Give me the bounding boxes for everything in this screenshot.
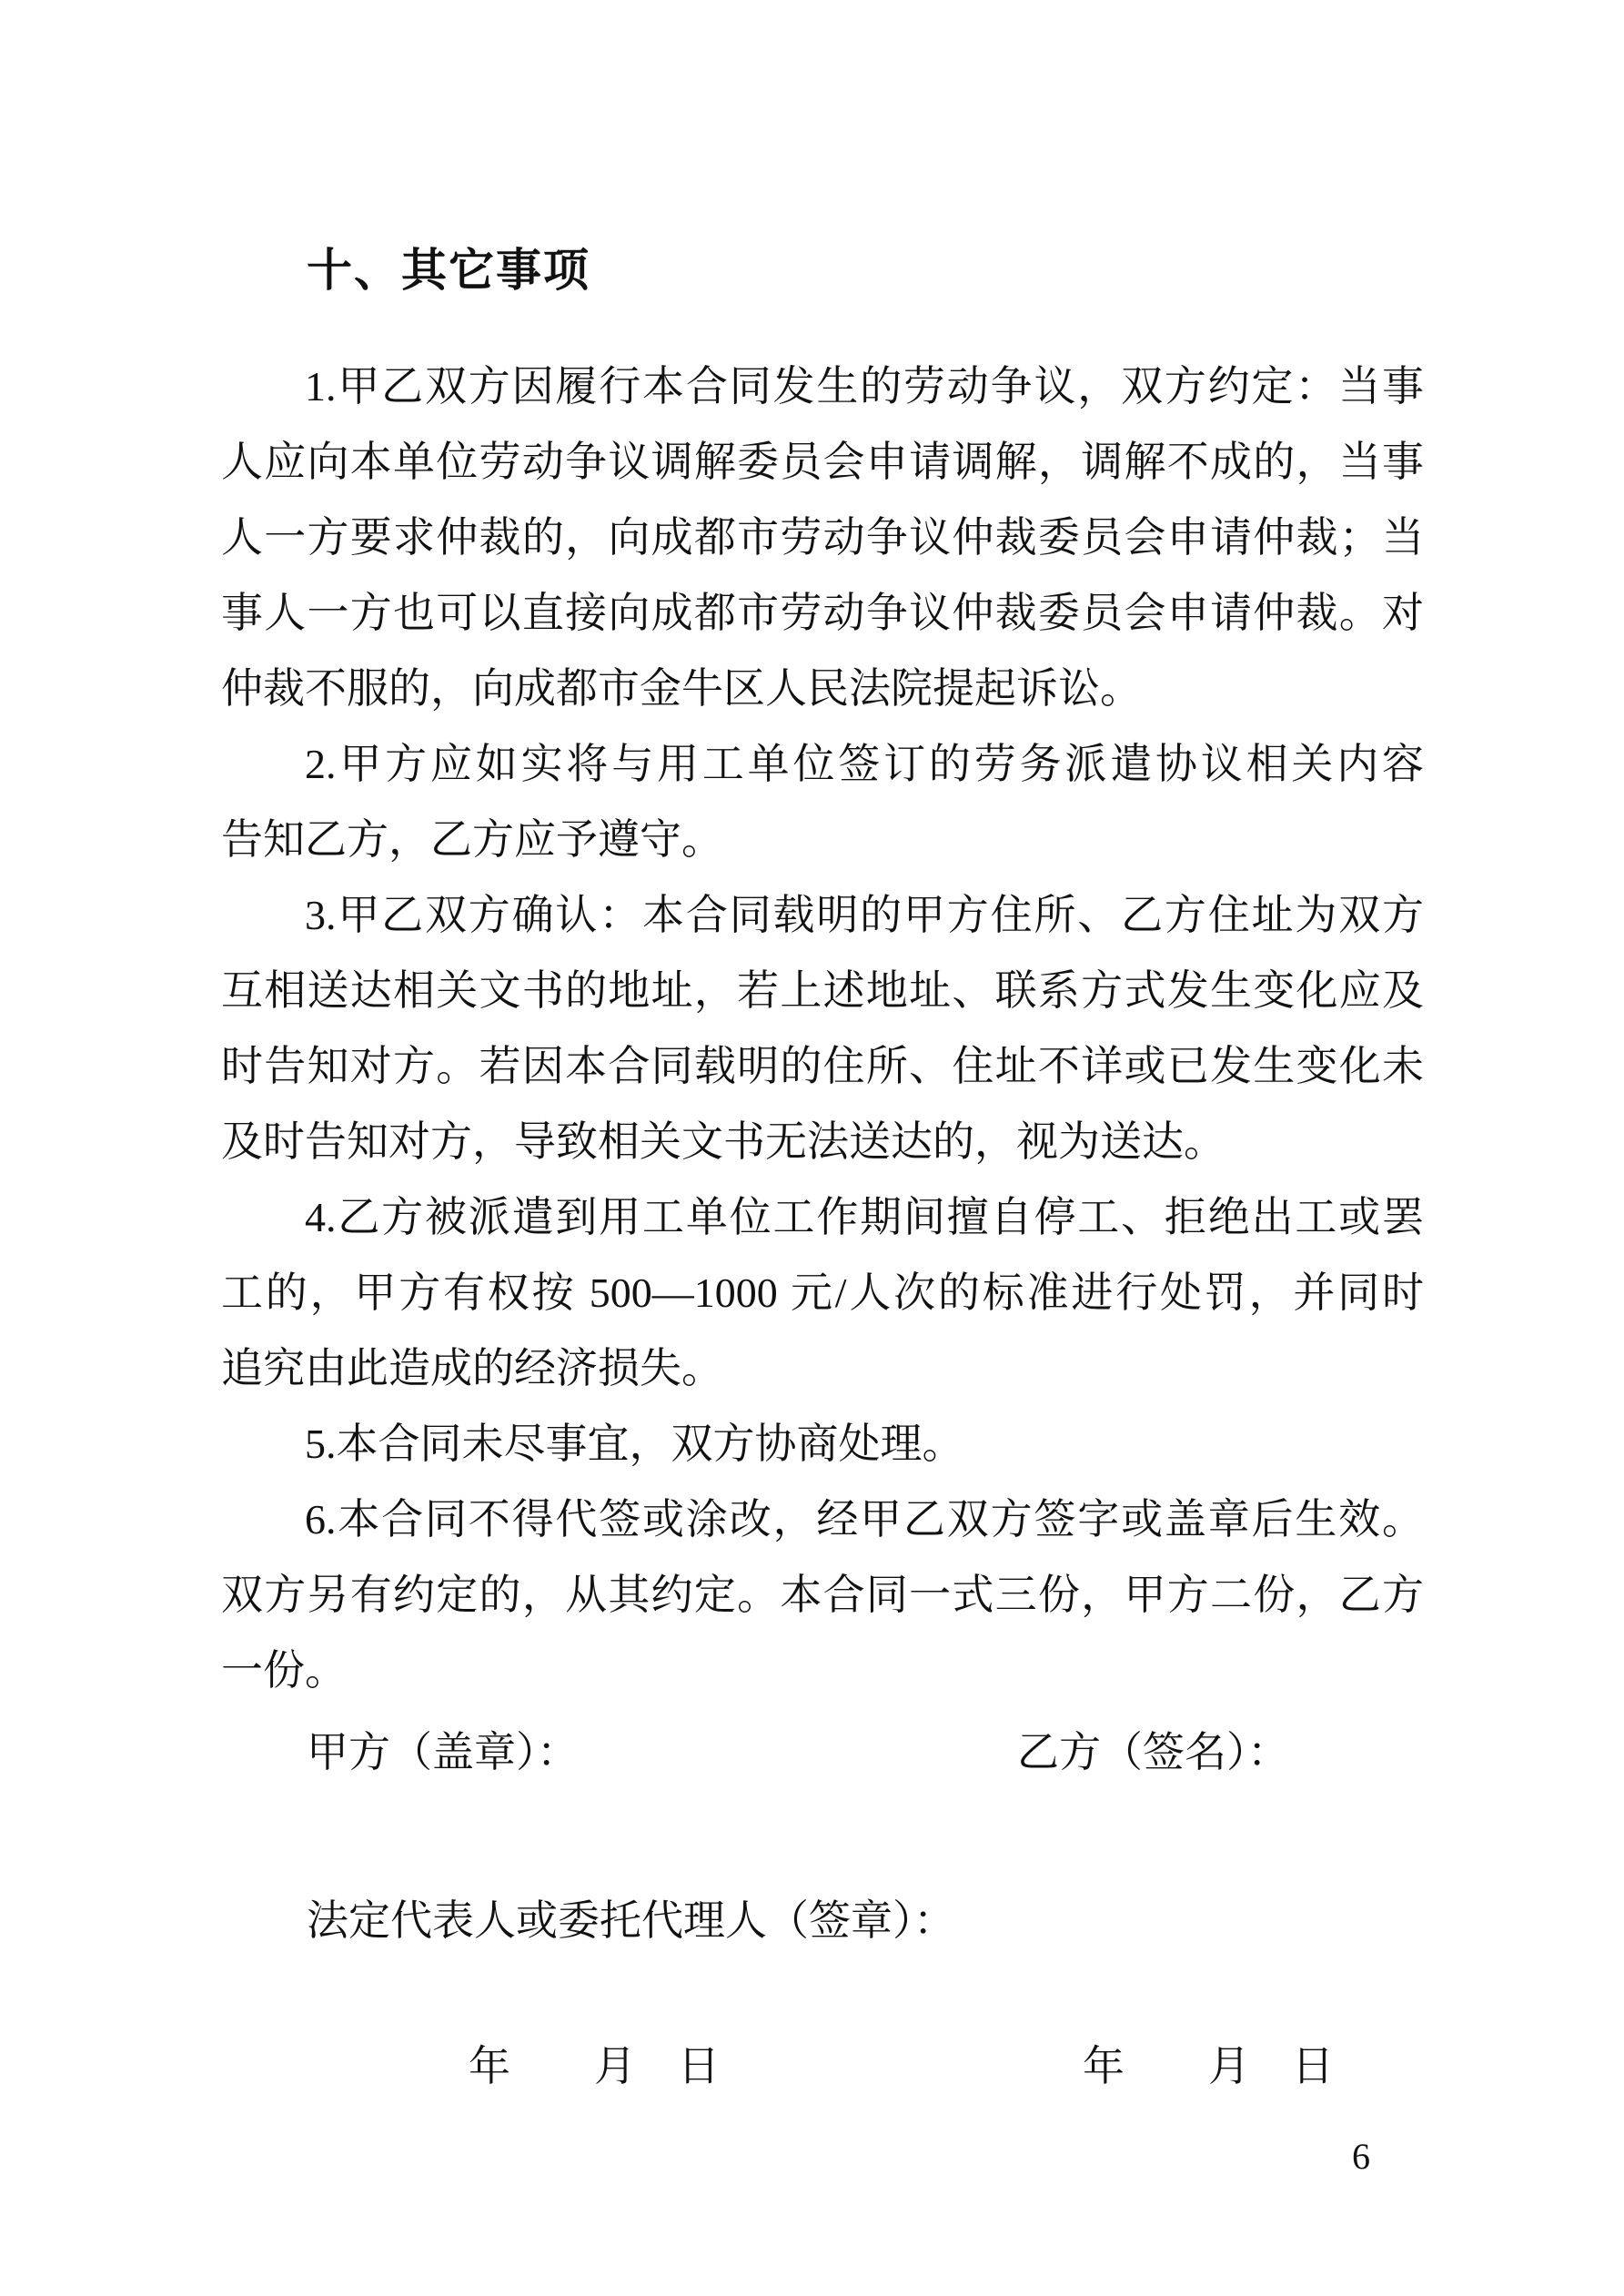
- legal-representative-label: 法定代表人或委托代理人（签章）：: [307, 1897, 955, 1944]
- paragraph-line: 3.甲乙双方确认：本合同载明的甲方住所、乙方住址为双方: [305, 892, 1424, 938]
- paragraph-line: 双方另有约定的，从其约定。本合同一式三份，甲方二份，乙方: [221, 1572, 1424, 1618]
- contract-body: [221, 349, 1424, 1708]
- paragraph-line: 5.本合同未尽事宜，双方协商处理。: [305, 1421, 964, 1467]
- party-b-signature-label: 乙方（签名）：: [1017, 1729, 1289, 1775]
- paragraph-line: 4.乙方被派遣到用工单位工作期间擅自停工、拒绝出工或罢: [305, 1194, 1424, 1240]
- paragraph-line: 互相送达相关文书的地址，若上述地址、联系方式发生变化应及: [221, 967, 1424, 1014]
- paragraph-line: 仲裁不服的，向成都市金牛区人民法院提起诉讼。: [221, 665, 1142, 712]
- paragraph-line: 及时告知对方，导致相关文书无法送达的，视为送达。: [221, 1118, 1226, 1165]
- paragraph-line: 时告知对方。若因本合同载明的住所、住址不详或已发生变化未: [221, 1043, 1424, 1089]
- paragraph-line: 一份。: [221, 1647, 347, 1694]
- date-line-party-b: 年 月 日: [1083, 2043, 1334, 2089]
- page-number: 6: [1352, 2136, 1370, 2177]
- paragraph-line: 告知乙方，乙方应予遵守。: [221, 816, 723, 863]
- date-line-party-a: 年 月 日: [469, 2043, 720, 2089]
- paragraph-line: 追究由此造成的经济损失。: [221, 1345, 723, 1391]
- paragraph-line: 人一方要求仲裁的，向成都市劳动争议仲裁委员会申请仲裁；当: [221, 514, 1424, 561]
- paragraph-line: 人应向本单位劳动争议调解委员会申请调解，调解不成的，当事: [221, 439, 1424, 485]
- paragraph-line: 事人一方也可以直接向成都市劳动争议仲裁委员会申请仲裁。对: [221, 590, 1424, 636]
- paragraph-line: 2.甲方应如实将与用工单位签订的劳务派遣协议相关内容: [305, 741, 1424, 787]
- section-title: 十、其它事项: [307, 245, 590, 296]
- party-a-seal-label: 甲方（盖章）：: [307, 1729, 579, 1775]
- paragraph-line: 6.本合同不得代签或涂改，经甲乙双方签字或盖章后生效。: [305, 1496, 1424, 1542]
- paragraph-line: 1.甲乙双方因履行本合同发生的劳动争议，双方约定：当事: [305, 363, 1424, 410]
- paragraph-line: 工的，甲方有权按 500—1000 元/人次的标准进行处罚，并同时: [221, 1269, 1424, 1316]
